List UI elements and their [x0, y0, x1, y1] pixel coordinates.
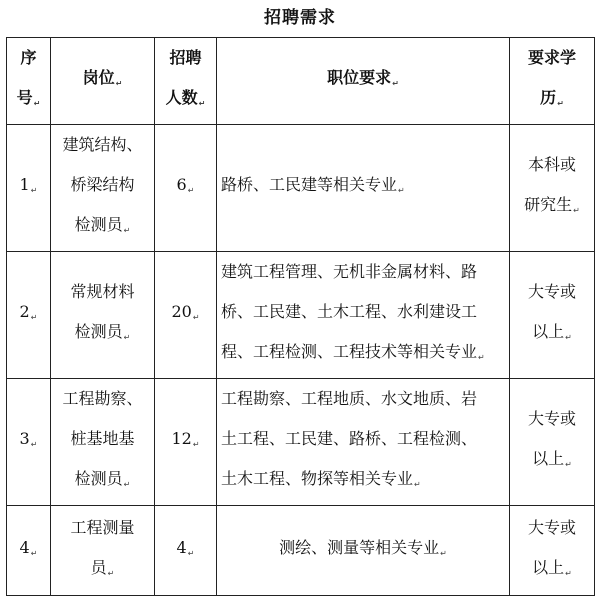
cell-count: 4↵ [155, 506, 217, 596]
cell-education: 大专或 以上↵ [510, 252, 595, 379]
recruitment-table [6, 37, 595, 596]
cell-requirement: 建筑工程管理、无机非金属材料、路 桥、工民建、土木工程、水利建设工 程、工程检测、工程技术等相关专业↵ [217, 252, 510, 379]
cell-requirement: 工程勘察、工程地质、水文地质、岩 土工程、工民建、路桥、工程检测、 土木工程、物探等相关专业↵ [217, 379, 510, 506]
cell-count: 6↵ [155, 125, 217, 252]
cell-count: 20↵ [155, 252, 217, 379]
cell-education: 本科或 研究生↵ [510, 125, 595, 252]
header-education: 要求学 历↵ [510, 38, 595, 125]
header-count: 招聘 人数↵ [155, 38, 217, 125]
cell-post: 建筑结构、 桥梁结构 检测员↵ [51, 125, 155, 252]
header-no: 序 号↵ [7, 38, 51, 125]
cell-post: 工程测量 员↵ [51, 506, 155, 596]
table-row [7, 252, 595, 379]
cell-requirement: 测绘、测量等相关专业↵ [217, 506, 510, 596]
header-row [7, 38, 595, 125]
table-row [7, 125, 595, 252]
cell-education: 大专或 以上↵ [510, 506, 595, 596]
cell-requirement: 路桥、工民建等相关专业↵ [217, 125, 510, 252]
cell-no: 1↵ [7, 125, 51, 252]
header-requirement: 职位要求↵ [217, 38, 510, 125]
cell-no: 2↵ [7, 252, 51, 379]
cell-post: 工程勘察、 桩基地基 检测员↵ [51, 379, 155, 506]
header-post: 岗位↵ [51, 38, 155, 125]
table-row [7, 506, 595, 596]
cell-count: 12↵ [155, 379, 217, 506]
cell-education: 大专或 以上↵ [510, 379, 595, 506]
cell-no: 4↵ [7, 506, 51, 596]
cell-no: 3↵ [7, 379, 51, 506]
page-title: 招聘需求 [264, 8, 336, 28]
table-row [7, 379, 595, 506]
cell-post: 常规材料 检测员↵ [51, 252, 155, 379]
